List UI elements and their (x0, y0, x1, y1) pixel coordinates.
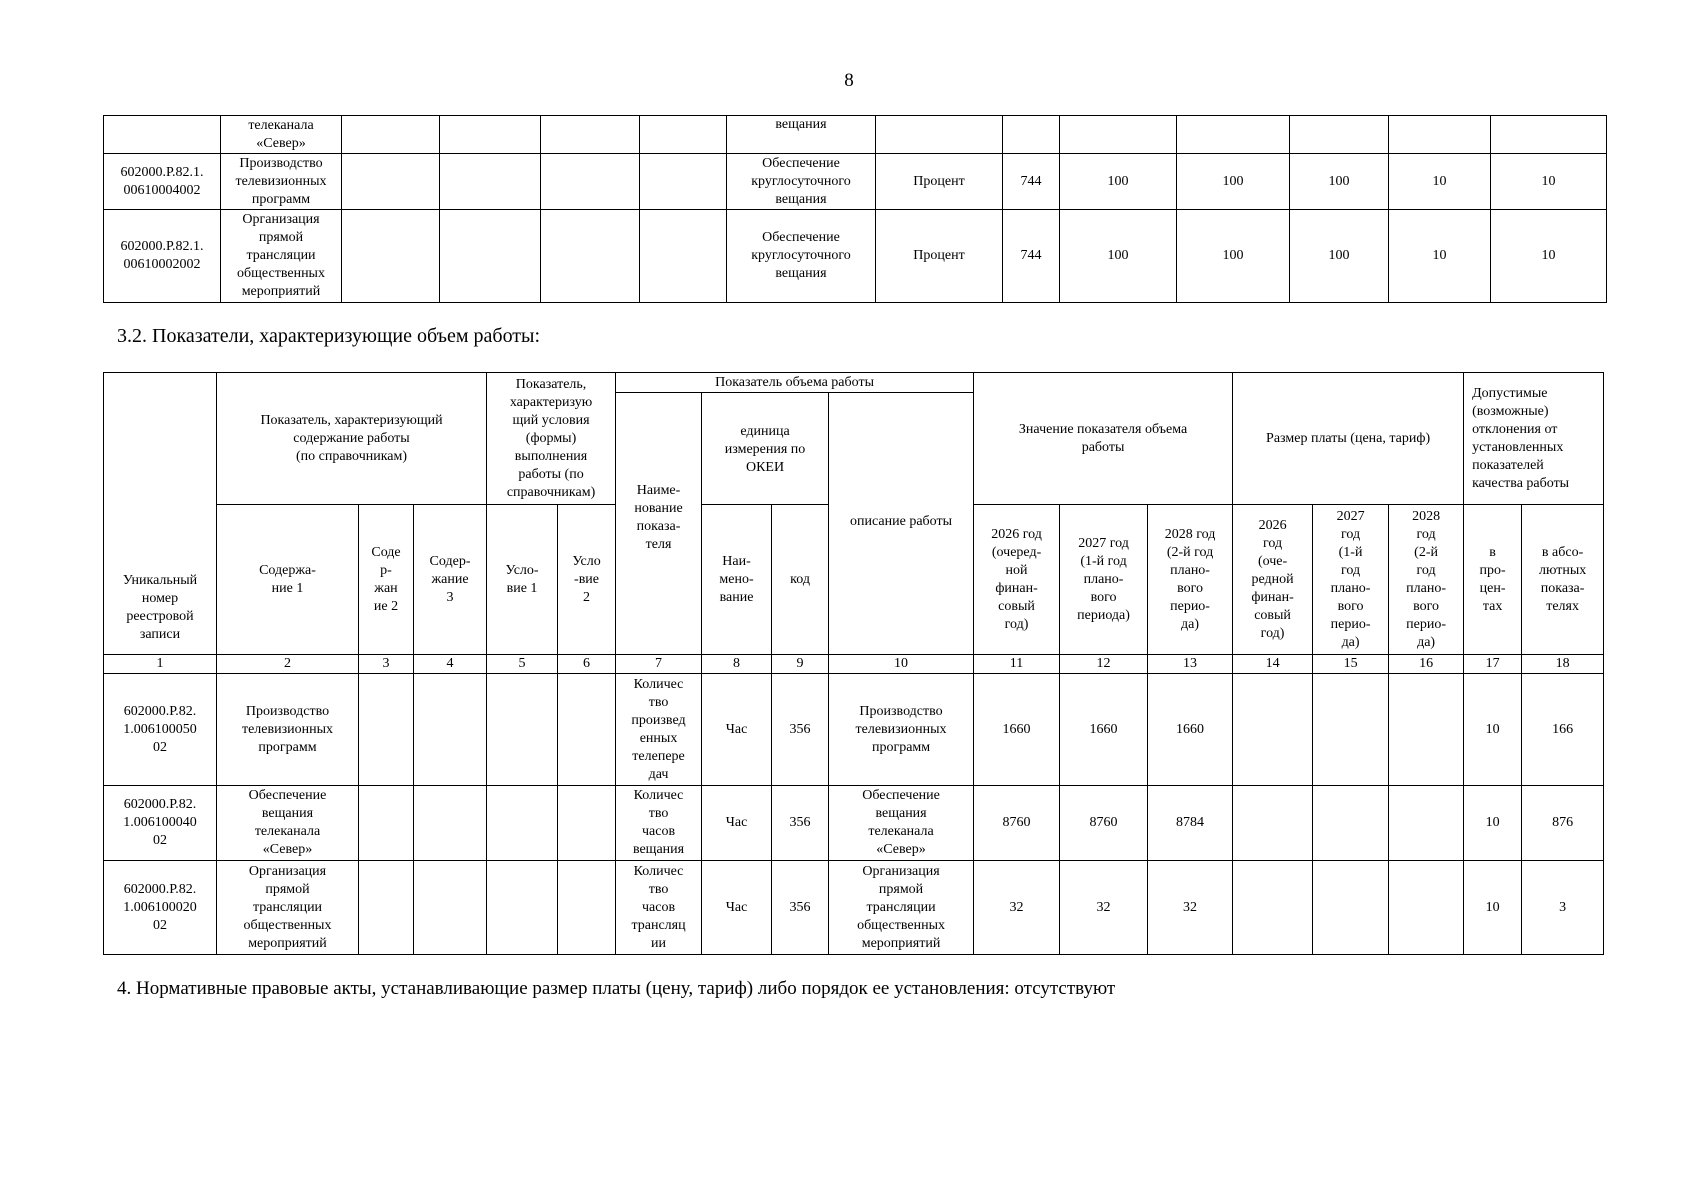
page-number: 8 (844, 70, 854, 91)
value-group-header: Значение показателя объема работы (974, 373, 1233, 505)
column-number: 16 (1389, 655, 1464, 674)
deviation-percent-cell: 10 (1389, 210, 1491, 303)
content2-cell (359, 674, 414, 786)
column-number: 7 (616, 655, 702, 674)
section-4-text: 4. Нормативные правовые акты, устанавливающие размер платы (цену, тариф) либо порядок ее установления: отсутствуют (117, 978, 1116, 999)
fee-2028-header: 2028 год (2-й год плано- вого перио- да) (1389, 505, 1464, 655)
condition-group-header: Показатель, характеризую щий условия (формы) выполнения работы (по справочникам) (487, 373, 616, 505)
column-number: 13 (1148, 655, 1233, 674)
unit-code-cell (1003, 116, 1060, 154)
value-2026-cell: 1660 (974, 674, 1060, 786)
condition1-cell (487, 674, 558, 786)
column-number: 11 (974, 655, 1060, 674)
condition2-cell (558, 786, 616, 861)
unit-name-cell: Час (702, 674, 772, 786)
value-2027-cell: 100 (1177, 210, 1290, 303)
deviation-percent-cell: 10 (1389, 154, 1491, 210)
header-row (104, 373, 1604, 393)
value-2027-cell: 1660 (1060, 674, 1148, 786)
column-number: 15 (1313, 655, 1389, 674)
condition1-cell (487, 861, 558, 955)
column-number: 17 (1464, 655, 1522, 674)
deviation-absolute-cell: 10 (1491, 210, 1607, 303)
value-2026-cell: 32 (974, 861, 1060, 955)
deviation-absolute-cell: 3 (1522, 861, 1604, 955)
record-number-cell: 602000.Р.82.1. 00610002002 (104, 210, 221, 303)
deviation-absolute-cell: 876 (1522, 786, 1604, 861)
column-number: 5 (487, 655, 558, 674)
unit-name-cell: Час (702, 861, 772, 955)
work-description-header: описание работы (829, 393, 974, 655)
deviation-absolute-cell (1491, 116, 1607, 154)
work-volume-table (103, 372, 1604, 955)
value-2028-cell: 1660 (1148, 674, 1233, 786)
table-row (104, 116, 1607, 154)
unit-code-cell: 744 (1003, 210, 1060, 303)
column-number: 3 (359, 655, 414, 674)
column-number-row (104, 655, 1604, 674)
condition2-cell (640, 210, 727, 303)
unit-name-cell: Час (702, 786, 772, 861)
record-number-cell: 602000.Р.82. 1.006100020 02 (104, 861, 217, 955)
fee-2026-cell (1233, 861, 1313, 955)
deviation-absolute-cell: 10 (1491, 154, 1607, 210)
condition2-cell (558, 861, 616, 955)
fee-2027-cell (1313, 861, 1389, 955)
value-2028-cell: 8784 (1148, 786, 1233, 861)
deviation-group-header: Допустимые (возможные) отклонения от установленных показателей качества работы (1464, 373, 1604, 505)
unit-code-header: код (772, 505, 829, 655)
deviation-percent-cell (1389, 116, 1491, 154)
value-2027-cell: 100 (1177, 154, 1290, 210)
condition2-cell (558, 674, 616, 786)
column-number: 1 (104, 655, 217, 674)
unit-code-cell: 744 (1003, 154, 1060, 210)
value-2028-cell (1290, 116, 1389, 154)
unit-group-header: единица измерения по ОКЕИ (702, 393, 829, 505)
indicator-name-cell: Обеспечение круглосуточного вещания (727, 210, 876, 303)
column-number: 4 (414, 655, 487, 674)
indicator-name-cell: Количес тво часов вещания (616, 786, 702, 861)
work-description-cell: Обеспечение вещания телеканала «Север» (829, 786, 974, 861)
table-row (104, 786, 1604, 861)
fee-2027-cell (1313, 674, 1389, 786)
condition1-cell (487, 786, 558, 861)
quality-indicators-table (103, 115, 1607, 303)
table-row (104, 210, 1607, 303)
value-2026-cell: 8760 (974, 786, 1060, 861)
deviation-percent-header: в про- цен- тах (1464, 505, 1522, 655)
content3-cell (440, 210, 541, 303)
content2-cell (359, 786, 414, 861)
content2-header: Соде р- жан ие 2 (359, 505, 414, 655)
deviation-percent-cell: 10 (1464, 861, 1522, 955)
column-number: 14 (1233, 655, 1313, 674)
value-2027-cell: 8760 (1060, 786, 1148, 861)
value-2028-cell: 100 (1290, 210, 1389, 303)
condition2-cell (640, 154, 727, 210)
unit-name-cell: Процент (876, 210, 1003, 303)
fee-2026-header: 2026 год (оче- редной финан- совый год) (1233, 505, 1313, 655)
value-2026-cell: 100 (1060, 210, 1177, 303)
content3-cell (414, 786, 487, 861)
column-number: 6 (558, 655, 616, 674)
indicator-name-cell: вещания (727, 116, 876, 154)
content3-cell (440, 154, 541, 210)
content3-cell (440, 116, 541, 154)
deviation-absolute-header: в абсо- лютных показа- телях (1522, 505, 1604, 655)
value-2027-header: 2027 год (1-й год плано- вого периода) (1060, 505, 1148, 655)
content3-cell (414, 674, 487, 786)
record-number-cell: 602000.Р.82.1. 00610004002 (104, 154, 221, 210)
indicator-name-cell: Количес тво часов трансляц ии (616, 861, 702, 955)
fee-group-header: Размер платы (цена, тариф) (1233, 373, 1464, 505)
work-description-cell: Производство телевизионных программ (829, 674, 974, 786)
content3-header: Содер- жание 3 (414, 505, 487, 655)
value-2027-cell (1177, 116, 1290, 154)
content1-header: Содержа- ние 1 (217, 505, 359, 655)
deviation-percent-cell: 10 (1464, 674, 1522, 786)
content2-cell (342, 210, 440, 303)
table-row (104, 674, 1604, 786)
column-number: 8 (702, 655, 772, 674)
content1-cell: телеканала «Север» (221, 116, 342, 154)
fee-2028-cell (1389, 674, 1464, 786)
value-2028-cell: 32 (1148, 861, 1233, 955)
record-number-cell (104, 116, 221, 154)
column-number: 9 (772, 655, 829, 674)
unit-code-cell: 356 (772, 674, 829, 786)
section-3-2-heading: 3.2. Показатели, характеризующие объем работы: (117, 325, 541, 347)
fee-2028-cell (1389, 786, 1464, 861)
record-number-cell: 602000.Р.82. 1.006100050 02 (104, 674, 217, 786)
fee-2028-cell (1389, 861, 1464, 955)
indicator-name-cell: Обеспечение круглосуточного вещания (727, 154, 876, 210)
condition2-cell (640, 116, 727, 154)
content-group-header: Показатель, характеризующий содержание работы (по справочникам) (217, 373, 487, 505)
unit-name-cell: Процент (876, 154, 1003, 210)
unique-number-header: Уникальный номер реестровой записи (104, 373, 217, 655)
table-row (104, 154, 1607, 210)
column-number: 18 (1522, 655, 1604, 674)
fee-2027-header: 2027 год (1-й год плано- вого перио- да) (1313, 505, 1389, 655)
deviation-absolute-cell: 166 (1522, 674, 1604, 786)
condition1-cell (541, 116, 640, 154)
condition1-cell (541, 210, 640, 303)
work-description-cell: Организация прямой трансляции общественных мероприятий (829, 861, 974, 955)
indicator-name-cell: Количес тво произвед енных телепере дач (616, 674, 702, 786)
content2-cell (342, 154, 440, 210)
fee-2027-cell (1313, 786, 1389, 861)
content1-cell: Организация прямой трансляции общественных мероприятий (221, 210, 342, 303)
unit-code-cell: 356 (772, 786, 829, 861)
unit-name-cell (876, 116, 1003, 154)
value-2026-cell (1060, 116, 1177, 154)
deviation-percent-cell: 10 (1464, 786, 1522, 861)
indicator-name-header: Наиме- нование показа- теля (616, 393, 702, 655)
value-2028-header: 2028 год (2-й год плано- вого перио- да) (1148, 505, 1233, 655)
fee-2026-cell (1233, 674, 1313, 786)
content1-cell: Организация прямой трансляции общественных мероприятий (217, 861, 359, 955)
content1-cell: Обеспечение вещания телеканала «Север» (217, 786, 359, 861)
fee-2026-cell (1233, 786, 1313, 861)
volume-group-header: Показатель объема работы (616, 373, 974, 393)
content1-cell: Производство телевизионных программ (217, 674, 359, 786)
condition1-cell (541, 154, 640, 210)
content1-cell: Производство телевизионных программ (221, 154, 342, 210)
value-2026-header: 2026 год (очеред- ной финан- совый год) (974, 505, 1060, 655)
record-number-cell: 602000.Р.82. 1.006100040 02 (104, 786, 217, 861)
column-number: 12 (1060, 655, 1148, 674)
content3-cell (414, 861, 487, 955)
condition1-header: Усло- вие 1 (487, 505, 558, 655)
value-2027-cell: 32 (1060, 861, 1148, 955)
content2-cell (359, 861, 414, 955)
content2-cell (342, 116, 440, 154)
table-row (104, 861, 1604, 955)
condition2-header: Усло -вие 2 (558, 505, 616, 655)
column-number: 2 (217, 655, 359, 674)
unit-name-header: Наи- мено- вание (702, 505, 772, 655)
value-2026-cell: 100 (1060, 154, 1177, 210)
unit-code-cell: 356 (772, 861, 829, 955)
column-number: 10 (829, 655, 974, 674)
value-2028-cell: 100 (1290, 154, 1389, 210)
